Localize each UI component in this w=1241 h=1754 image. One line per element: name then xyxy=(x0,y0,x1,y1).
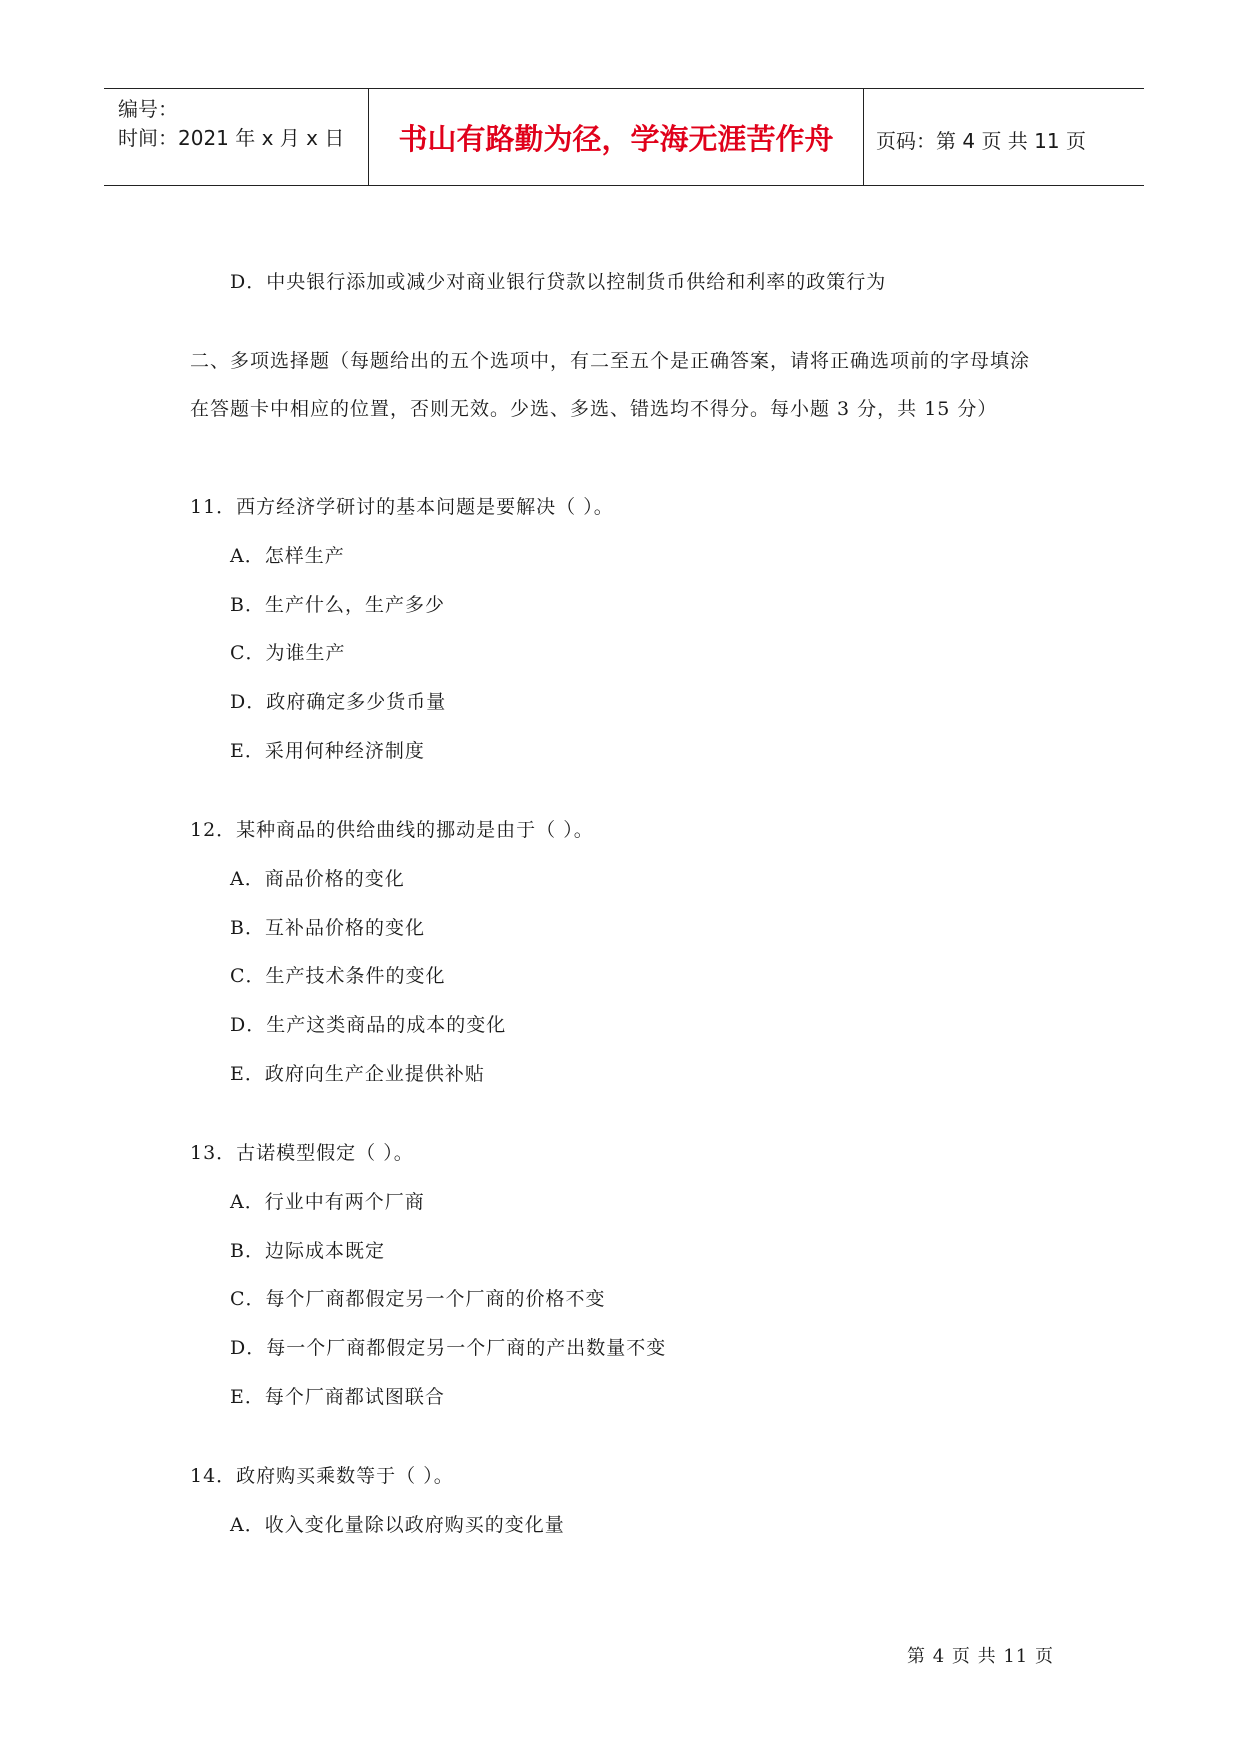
header-motto: 书山有路勤为径，学海无涯苦作舟 xyxy=(398,122,834,156)
question-12-option-a: A．商品价格的变化 xyxy=(230,868,405,890)
question-11-option-b: B．生产什么，生产多少 xyxy=(230,594,445,616)
question-13-option-e: E．每个厂商都试图联合 xyxy=(230,1386,445,1408)
question-13-option-d: D．每一个厂商都假定另一个厂商的产出数量不变 xyxy=(230,1337,667,1359)
question-11-stem: 11．西方经济学研讨的基本问题是要解决（ ）。 xyxy=(190,496,614,518)
page-header xyxy=(104,88,1144,186)
question-14-option-a: A．收入变化量除以政府购买的变化量 xyxy=(230,1514,565,1536)
question-11-option-d: D．政府确定多少货币量 xyxy=(230,691,447,713)
page-footer-number: 第 4 页 共 11 页 xyxy=(907,1646,1054,1667)
question-11-option-a: A．怎样生产 xyxy=(230,545,345,567)
question-11-option-c: C．为谁生产 xyxy=(230,642,346,664)
question-13-option-a: A．行业中有两个厂商 xyxy=(230,1191,425,1213)
header-motto-cell xyxy=(369,89,864,185)
header-info-cell xyxy=(104,89,369,185)
question-12-option-d: D．生产这类商品的成本的变化 xyxy=(230,1014,507,1036)
question-13-stem: 13．古诺模型假定（ ）。 xyxy=(190,1142,414,1164)
question-14-stem: 14．政府购买乘数等于（ ）。 xyxy=(190,1465,454,1487)
prev-question-option-d: D．中央银行添加或减少对商业银行贷款以控制货币供给和利率的政策行为 xyxy=(230,271,887,293)
question-13-option-c: C．每个厂商都假定另一个厂商的价格不变 xyxy=(230,1288,606,1310)
question-11-option-e: E．采用何种经济制度 xyxy=(230,740,425,762)
question-12-stem: 12．某种商品的供给曲线的挪动是由于（ ）。 xyxy=(190,819,594,841)
question-12-option-c: C．生产技术条件的变化 xyxy=(230,965,446,987)
question-12-option-e: E．政府向生产企业提供补贴 xyxy=(230,1063,485,1085)
document-time-label: 时间：2021 年 x 月 x 日 xyxy=(118,126,345,150)
section-title-line2: 在答题卡中相应的位置，否则无效。少选、多选、错选均不得分。每小题 3 分，共 15 分） xyxy=(190,398,998,420)
header-page-cell xyxy=(864,89,1144,185)
question-12-option-b: B．互补品价格的变化 xyxy=(230,917,425,939)
section-title-line1: 二、多项选择题（每题给出的五个选项中，有二至五个是正确答案，请将正确选项前的字母填涂 xyxy=(190,350,1031,372)
document-number-label: 编号： xyxy=(118,97,178,121)
header-page-number: 页码：第 4 页 共 11 页 xyxy=(876,129,1086,153)
question-13-option-b: B．边际成本既定 xyxy=(230,1240,385,1262)
